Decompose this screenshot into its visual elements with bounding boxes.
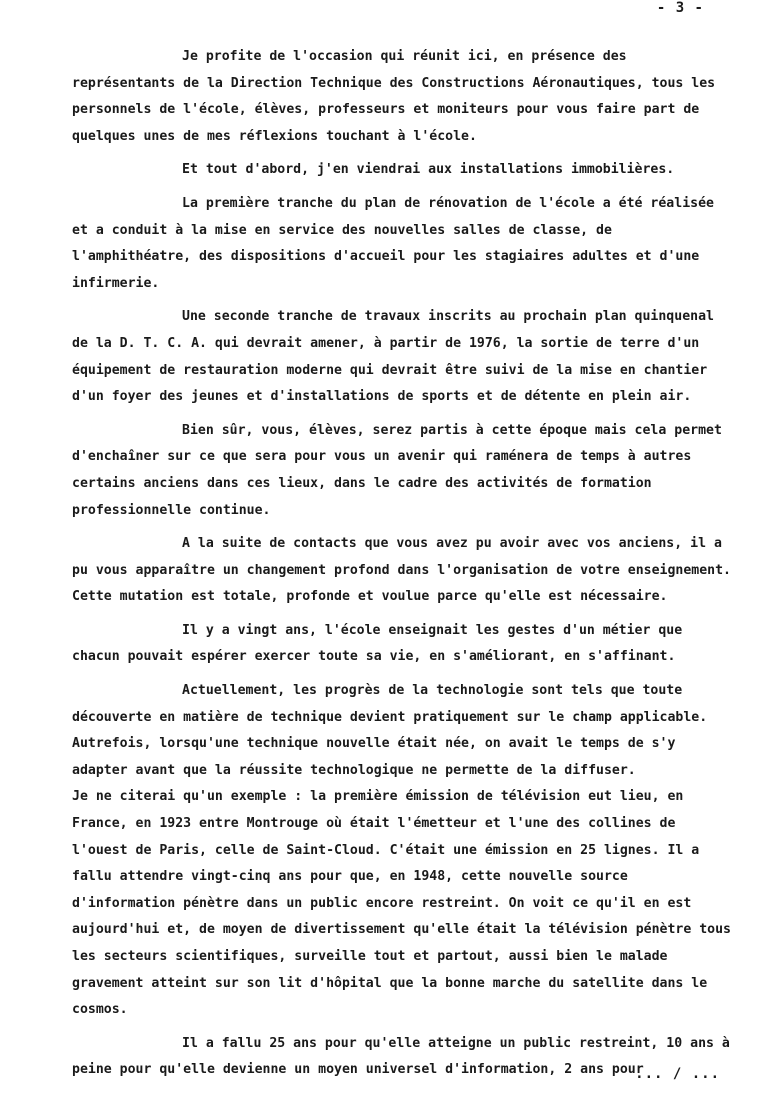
paragraph-intro: Je profite de l'occasion qui réunit ici, en présence des représentants de la Direction Technique des Constructions Aéronautiques, tous les personnels de l'école, élèves, professeurs et moniteurs pour vous faire part de quelques unes de mes réflexions touchant à l'école. [72, 49, 716, 144]
continuation-marker: ... / ... [635, 1066, 720, 1082]
document-body [72, 44, 732, 1091]
paragraph-twenty-years: Il y a vingt ans, l'école enseignait les gestes d'un métier que chacun pouvait espérer exercer toute sa vie, en s'améliorant, en s'affinant. [72, 622, 683, 665]
paragraph-television-years: Il a fallu 25 ans pour qu'elle atteigne un public restreint, 10 ans à peine pour qu'elle devienne un moyen universel d'information, 2 ans pour [72, 1035, 730, 1078]
paragraph-first-tranche: La première tranche du plan de rénovation de l'école a été réalisée et a conduit à la mise en service des nouvelles salles de classe, de l'amphithéatre, des dispositions d'accueil pour les stagiaires adultes et d'une infirmerie. [72, 195, 714, 291]
paragraph-second-tranche: Une seconde tranche de travaux inscrits au prochain plan quinquenal de la D. T. C. A. qui devrait amener, à partir de 1976, la sortie de terre d'un équipement de restauration moderne qui devrait être suivi de la mise en chantier d'un foyer des jeunes et d'installations de sports et de détente en plein air. [72, 309, 714, 405]
paragraph-television-example: Je ne citerai qu'un exemple : la première émission de télévision eut lieu, en France, en 1923 entre Montrouge où était l'émetteur et l'une des collines de l'ouest de Paris, celle de Saint-Cloud. C'était une émission en 25 lignes. Il a fallu attendre vingt-cinq ans pour que, en 1948, cette nouvelle source d'information pénètre dans un public encore restreint. On voit ce qu'il en est aujourd'hui et, de moyen de divertissement qu'elle était la télévision pénètre tous les secteurs scientifiques, surveille tout et partout, aussi bien le malade gravement atteint sur son lit d'hôpital que la bonne marche du satellite dans le cosmos. [72, 789, 731, 1018]
paragraph-future: Bien sûr, vous, élèves, serez partis à cette époque mais cela permet d'enchaîner sur ce que sera pour vous un avenir qui raménera de temps à autres certains anciens dans ces lieux, dans le cadre des activités de formation professionnelle continue. [72, 422, 722, 518]
paragraph-technology: Actuellement, les progrès de la technologie sont tels que toute découverte en matière de technique devient pratiquement sur le champ applicable. Autrefois, lorsqu'une technique nouvelle était née, on avait le temps de s'y adapter avant que la réussite technologique ne permette de la diffuser. [72, 683, 708, 778]
paragraph-change: A la suite de contacts que vous avez pu avoir avec vos anciens, il a pu vous apparaître un changement profond dans l'organisation de votre enseignement. Cette mutation est totale, profonde et voulue parce qu'elle est nécessaire. [72, 536, 731, 605]
paragraph-installations: Et tout d'abord, j'en viendrai aux installations immobilières. [182, 162, 675, 178]
page-number: - 3 - [656, 0, 704, 16]
